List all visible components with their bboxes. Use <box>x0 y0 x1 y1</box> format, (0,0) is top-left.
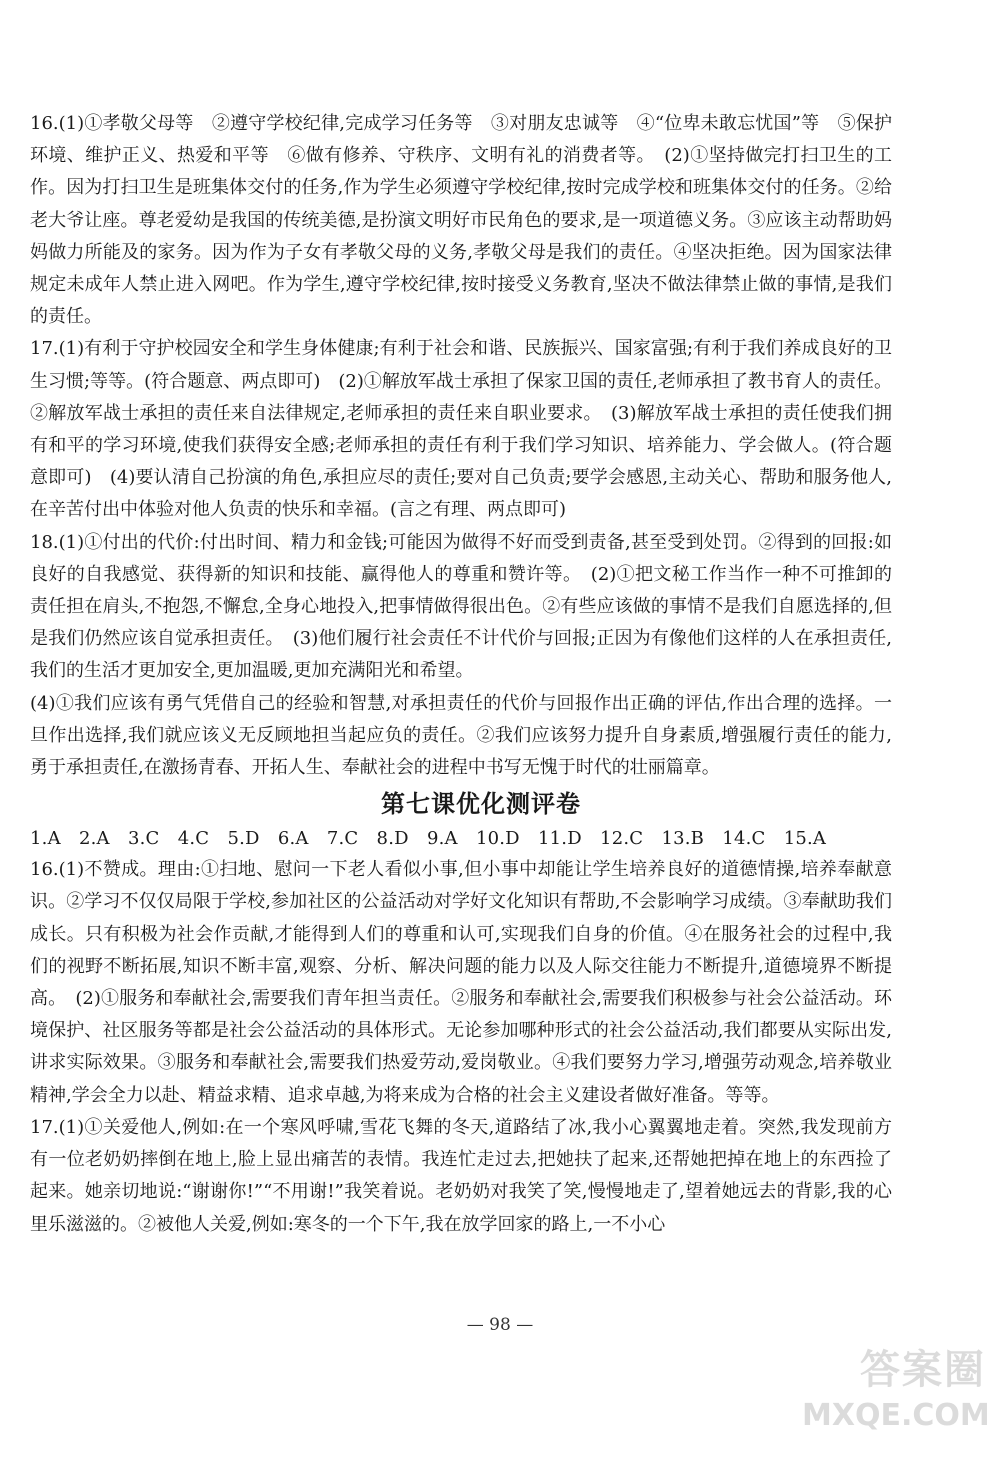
page-number: — 98 — <box>466 1315 534 1335</box>
answer-18-part4-paragraph: (4)①我们应该有勇气凭借自己的经验和智慧,对承担责任的代价与回报作出正确的评估,作出合理的选择。一旦作出选择,我们就应该义无反顾地担当起应负的责任。②我们应该努力提升自身素质,增强履行责任的能力,勇于承担责任,在激扬青春、开拓人生、奉献社会的进程中书写无愧于时代的壮丽篇章。 <box>30 692 892 779</box>
page-content <box>30 108 892 1241</box>
answer-18-paragraph: 18.(1)①付出的代价:付出时间、精力和金钱;可能因为做得不好而受到责备,甚至受到处罚。②得到的回报:如良好的自我感觉、获得新的知识和技能、赢得他人的尊重和赞许等。 (2)①把文秘工作当作一种不可推卸的责任担在肩头,不抱怨,不懈怠,全身心地投入,把事情做得很出色。②有些应该做的事情不是我们自愿选择的,但是我们仍然应该自觉承担责任。 (3)他们履行社会责任不计代价与回报;正因为有像他们这样的人在承担责任,我们的生活才更加安全,更加温暖,更加充满阳光和希望。 <box>30 531 892 682</box>
watermark-site: MXQE.COM <box>802 1398 990 1433</box>
answer-17-paragraph-lesson7: 17.(1)①关爱他人,例如:在一个寒风呼啸,雪花飞舞的冬天,道路结了冰,我小心翼翼地走着。突然,我发现前方有一位老奶奶摔倒在地上,脸上显出痛苦的表情。我连忙走过去,把她扶了起来,还帮她把掉在地上的东西捡了起来。她亲切地说:“谢谢你!”“不用谢!”我笑着说。老奶奶对我笑了笑,慢慢地走了,望着她远去的背影,我的心里乐滋滋的。②被他人关爱,例如:寒冬的一个下午,我在放学回家的路上,一不小心 <box>30 1116 892 1235</box>
choice-answers: 1.A 2.A 3.C 4.C 5.D 6.A 7.C 8.D 9.A 10.D 11.D 12.C 13.B 14.C 15.A <box>30 828 827 850</box>
answer-16-paragraph-lesson7: 16.(1)不赞成。理由:①扫地、慰问一下老人看似小事,但小事中却能让学生培养良好的道德情操,培养奉献意识。②学习不仅仅局限于学校,参加社区的公益活动对学好文化知识有帮助,不会影响学习成绩。③奉献助我们成长。只有积极为社会作贡献,才能得到人们的尊重和认可,实现我们自身的价值。④在服务社会的过程中,我们的视野不断拓展,知识不断丰富,观察、分析、解决问题的能力以及人际交往能力不断提升,道德境界不断提高。 (2)①服务和奉献社会,需要我们青年担当责任。②服务和奉献社会,需要我们积极参与社会公益活动。环境保护、社区服务等都是社会公益活动的具体形式。无论参加哪种形式的社会公益活动,我们都要从实际出发,讲求实际效果。③服务和奉献社会,需要我们热爱劳动,爱岗敬业。④我们要努力学习,增强劳动观念,培养敬业精神,学会全力以赴、精益求精、追求卓越,为将来成为合格的社会主义建设者做好准备。等等。 <box>30 859 892 1106</box>
watermark-title: 答案圈 <box>860 1347 986 1393</box>
section-title: 第七课优化测评卷 <box>381 790 581 819</box>
watermark-logo <box>802 1344 992 1456</box>
answer-16-paragraph: 16.(1)①孝敬父母等 ②遵守学校纪律,完成学习任务等 ③对朋友忠诚等 ④“位卑未敢忘忧国”等 ⑤保护环境、维护正义、热爱和平等 ⑥做有修养、守秩序、文明有礼的消费者等。 (2)①坚持做完打扫卫生的工作。因为打扫卫生是班集体交付的任务,作为学生必须遵守学校纪律,按时完成学校和班集体交付的任务。②给老大爷让座。尊老爱幼是我国的传统美德,是扮演文明好市民角色的要求,是一项道德义务。③应该主动帮助妈妈做力所能及的家务。因为作为子女有孝敬父母的义务,孝敬父母是我们的责任。④坚决拒绝。因为国家法律规定未成年人禁止进入网吧。作为学生,遵守学校纪律,按时接受义务教育,坚决不做法律禁止做的事情,是我们的责任。 <box>30 113 892 328</box>
answer-17-paragraph: 17.(1)有利于守护校园安全和学生身体健康;有利于社会和谐、民族振兴、国家富强;有利于我们养成良好的卫生习惯;等等。(符合题意、两点即可) (2)①解放军战士承担了保家卫国的责任,老师承担了教书育人的责任。②解放军战士承担的责任来自法律规定,老师承担的责任来自职业要求。 (3)解放军战士承担的责任使我们拥有和平的学习环境,使我们获得安全感;老师承担的责任有利于我们学习知识、培养能力、学会做人。(符合题意即可) (4)要认清自己扮演的角色,承担应尽的责任;要对自己负责;要学会感恩,主动关心、帮助和服务他人,在辛苦付出中体验对他人负责的快乐和幸福。(言之有理、两点即可) <box>30 338 892 521</box>
